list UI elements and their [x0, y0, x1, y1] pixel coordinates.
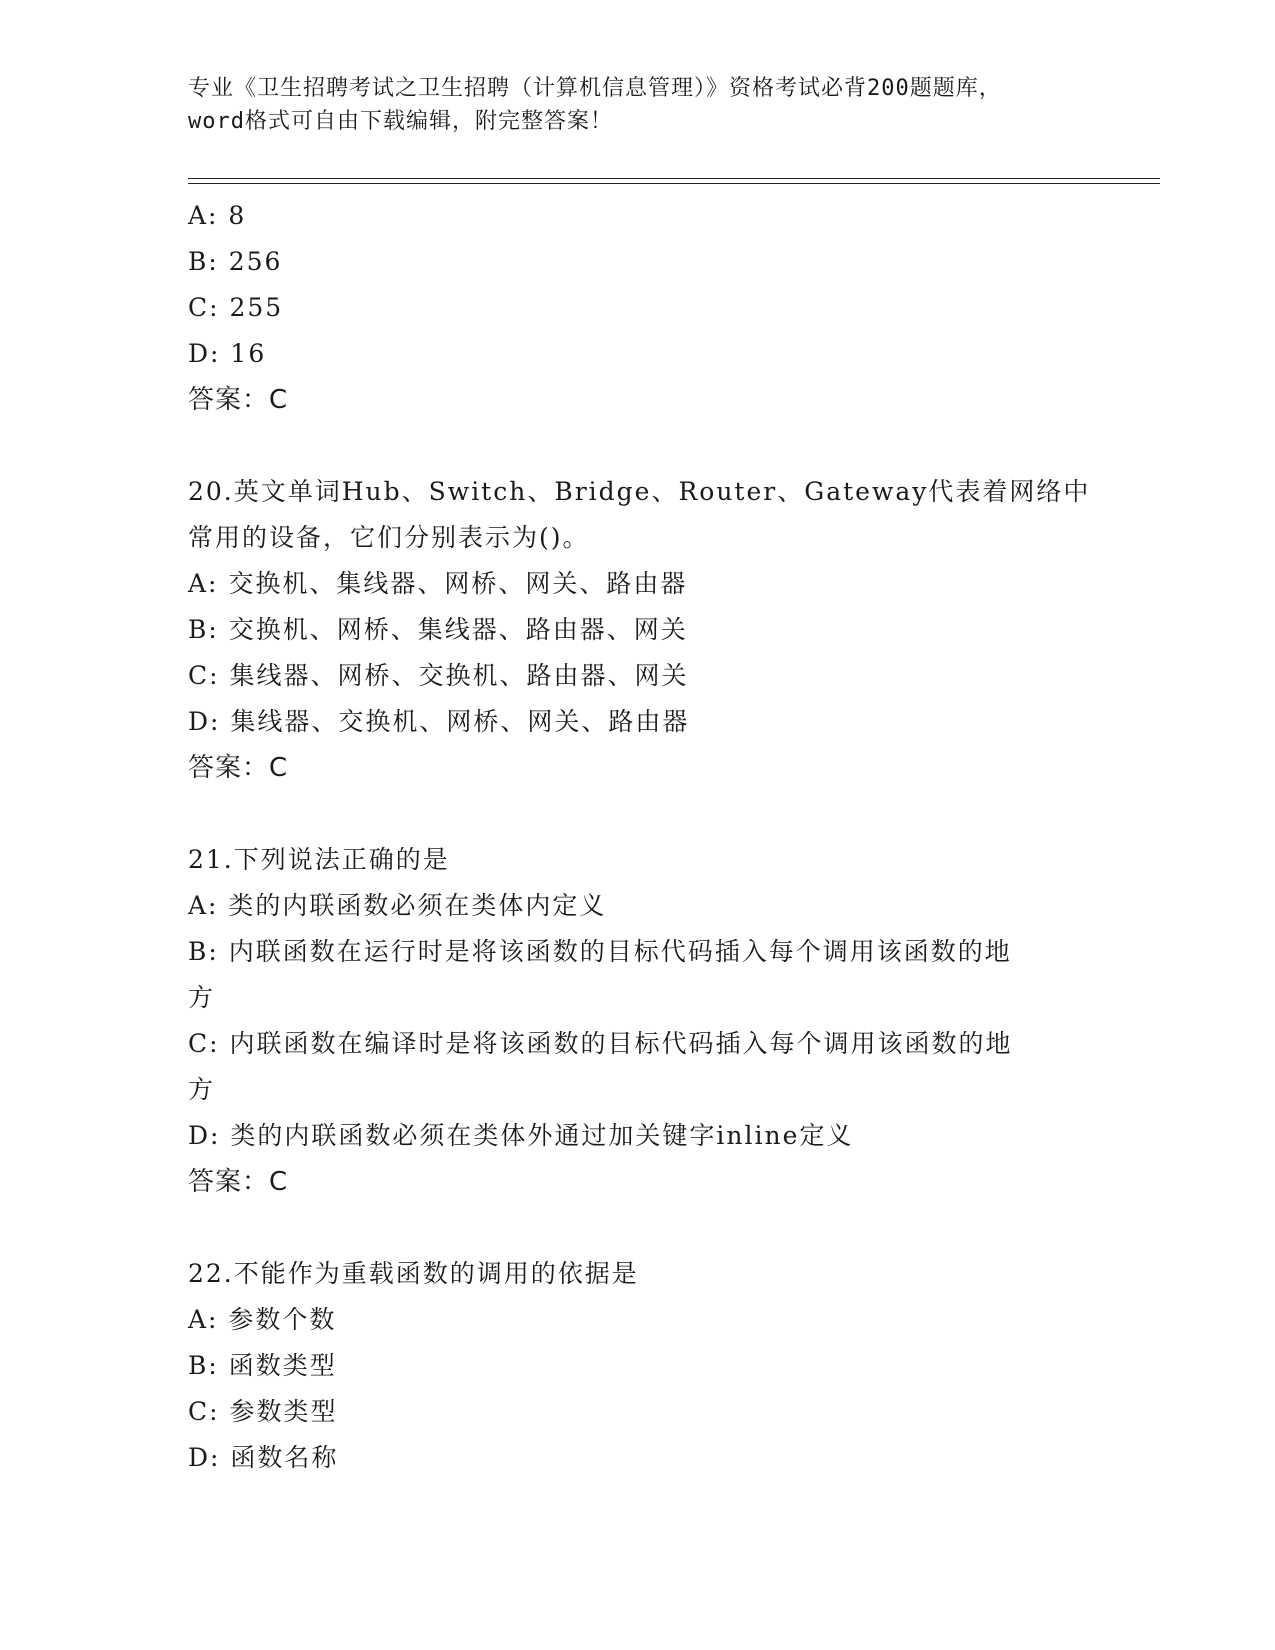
- spacer: [188, 1205, 1088, 1251]
- option-c: C: 集线器、网桥、交换机、路由器、网关: [188, 661, 689, 690]
- option-b: B: 256: [188, 247, 283, 276]
- option-d: D: 集线器、交换机、网桥、网关、路由器: [188, 707, 690, 736]
- option-d: D: 函数名称: [188, 1443, 339, 1472]
- option-c: C: 255: [188, 293, 284, 322]
- header-divider-top: [188, 178, 1160, 179]
- header-divider-bottom: [188, 183, 1160, 184]
- option-a: A: 交换机、集线器、网桥、网关、路由器: [188, 569, 688, 598]
- answer-label: 答案：C: [188, 385, 289, 415]
- option-b: B: 函数类型: [188, 1351, 337, 1380]
- option-a: A: 8: [188, 201, 247, 230]
- option-d: D: 类的内联函数必须在类体外通过加关键字inline定义: [188, 1121, 854, 1150]
- question-21: [188, 837, 1088, 1205]
- question-stem: 22.不能作为重载函数的调用的依据是: [188, 1259, 639, 1288]
- spacer: [188, 791, 1088, 837]
- answer-label: 答案：C: [188, 753, 289, 783]
- option-c: C: 参数类型: [188, 1397, 338, 1426]
- option-c-continued: 方: [188, 1075, 216, 1104]
- option-b: B: 内联函数在运行时是将该函数的目标代码插入每个调用该函数的地: [188, 937, 1012, 966]
- header-title-line-2: word格式可自由下载编辑，附完整答案！: [188, 109, 613, 134]
- question-stem-line-2: 常用的设备，它们分别表示为()。: [188, 523, 590, 552]
- header-title-line-1: 专业《卫生招聘考试之卫生招聘（计算机信息管理）》资格考试必背200题题库，: [188, 76, 1002, 101]
- question-19-options: [188, 193, 1088, 423]
- document-header: [188, 72, 1088, 138]
- option-a: A: 类的内联函数必须在类体内定义: [188, 891, 607, 920]
- option-b: B: 交换机、网桥、集线器、路由器、网关: [188, 615, 688, 644]
- spacer: [188, 423, 1088, 469]
- question-stem: 21.下列说法正确的是: [188, 845, 450, 874]
- option-c: C: 内联函数在编译时是将该函数的目标代码插入每个调用该函数的地: [188, 1029, 1013, 1058]
- question-stem-line-1: 20.英文单词Hub、Switch、Bridge、Router、Gateway代表着网络中: [188, 477, 1091, 506]
- option-d: D: 16: [188, 339, 267, 368]
- answer-label: 答案：C: [188, 1167, 289, 1197]
- question-list: [188, 193, 1091, 1481]
- option-a: A: 参数个数: [188, 1305, 337, 1334]
- question-20: [188, 469, 1091, 791]
- question-22: [188, 1251, 1088, 1481]
- option-b-continued: 方: [188, 983, 216, 1012]
